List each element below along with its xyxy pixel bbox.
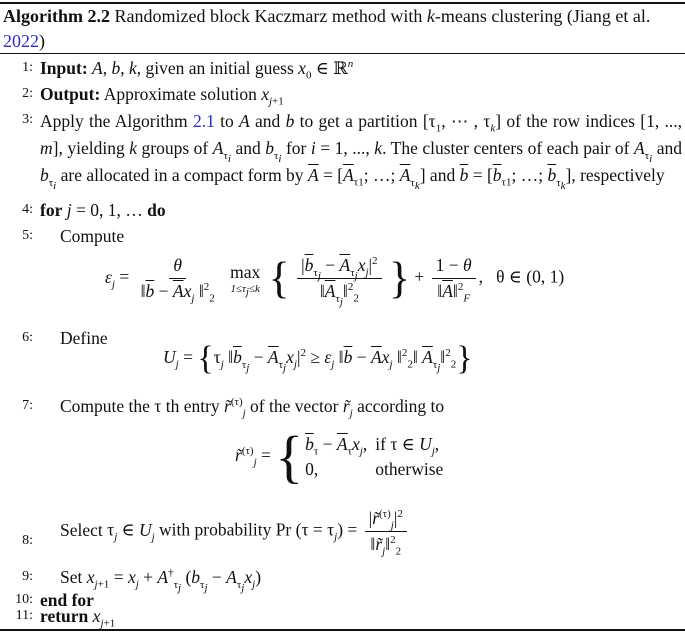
equation-r-cases: r̃$^{(\tau)}_j$ = { $\overline{b}_\tau - \overline{A}_\tau x_j$, if τ ∈ $U_j$, 0, otherwise [235, 428, 449, 486]
set-text: Set [60, 567, 83, 587]
return-keyword: return [40, 606, 89, 626]
select-text: Select [60, 519, 103, 540]
probability-text: with probability Pr [159, 519, 292, 540]
line-return: return $x_{j+1}$ [40, 606, 116, 630]
apply-text: Apply the Algorithm [40, 111, 188, 131]
caption-title-pre: Randomized block Kaczmarz method with [114, 6, 427, 26]
do-keyword: do [147, 200, 166, 220]
line-number: 7: [22, 398, 33, 413]
entry-text: th entry [165, 396, 220, 416]
line-number: 9: [22, 569, 33, 584]
line-number: 10: [15, 592, 33, 607]
line-compute-entry: Compute the τ th entry r̃$^{(\tau)}_j$ of the vector $r̃_j$ according to [60, 396, 445, 420]
bottom-rule [0, 629, 685, 631]
output-keyword: Output: [40, 84, 101, 104]
line-number: 8: [22, 533, 33, 548]
caption-close-paren: ) [39, 31, 45, 51]
according-text: according to [357, 396, 445, 416]
line-apply: Apply the Algorithm 2.1 to A and b to get a partition [$\tau_1$, ⋯ , $\tau_k$] of the row indices [1, ..., m], yielding k groups of $A_{\tau_i}$ and $b_{\tau_i}$ for i = 1, ..., k. The cluster centers of each pair of $A_{\tau_i}$ and $b_{\tau_i}$ are allocated in a compact form by $\overline{A} = [\overline{A}_{\tau 1}$; …; $\overline{A}_{\tau_k}$] and $\overline{b} = [\overline{b}_{\tau 1}$; …; $\overline{b}_{\tau_k}$], respectively [40, 111, 682, 192]
line-for: for j = 0, 1, … do [40, 200, 166, 220]
end-for-keyword: end for [40, 590, 94, 610]
input-text: , given an initial guess [136, 58, 294, 78]
input-keyword: Input: [40, 58, 88, 78]
output-text: Approximate solution [103, 84, 257, 104]
line-number: 6: [22, 330, 33, 345]
equation-epsilon: $\varepsilon_j$ = $\frac{\theta}{‖\overline{b} - \overline{A}x_j ‖^2_2}$ max $1\le\tau_j\le k$ { $\frac{|\overline{b}_{\tau_j} - \overline{A}_{\tau_j}x_j|^2}{‖\overline{A}_{\tau_j}‖^2_2}$ } + $\frac{1 - \theta}{‖\overline{A}‖^2_F}$ , θ ∈ (0, 1) [105, 253, 565, 308]
line-number: 5: [22, 228, 33, 243]
if-text: if [375, 434, 386, 454]
line-number: 4: [22, 202, 33, 217]
max-operator: max [230, 262, 261, 282]
caption-k: k [426, 6, 435, 26]
equation-U: $U_j = \{\tau_j$ $‖\overline{b}_{\tau_j} - \overline{A}_{\tau_j}x_j|^2 \ge \varepsilon_j$ $‖\overline{b} - \overline{A}x_j$ ‖$^2_2$‖ $\overline{A}_{\tau_j}‖^2_2$} [163, 340, 473, 377]
algorithm-caption [3, 4, 683, 54]
line-number: 3: [22, 112, 33, 127]
vector-text: of the vector [250, 396, 339, 416]
line-number: 2: [22, 86, 33, 101]
caption-rule [0, 53, 685, 54]
algorithm-2-1-link[interactable]: 2.1 [192, 111, 215, 131]
line-define: Define [60, 328, 108, 348]
line-number: 11: [15, 608, 33, 623]
citation-link[interactable]: 2022 [3, 31, 39, 51]
line-number: 1: [22, 60, 33, 75]
line-select: Select $\tau_j$ ∈ $U_j$ with probability Pr $(\tau = \tau_j)$ = $\frac{|r̃^{(\tau)}_j|^2}{‖r̃_j‖^2_2}$ [40, 508, 410, 555]
line-input: Input: A, b, k, given an initial guess $x_0$ ∈ ℝ$^n$ [40, 58, 354, 82]
line-set: Set $x_{j+1} = x_j + A^\dagger_{\tau_j}$ $(b_{\tau_j} - A_{\tau_j}x_j)$ [60, 567, 262, 594]
line-compute: Compute [60, 226, 125, 246]
line-output: Output: Approximate solution $x_{j+1}$ [40, 84, 284, 108]
otherwise-text: otherwise [375, 459, 444, 479]
caption-label: Algorithm 2.2 [3, 6, 110, 26]
theta-range: θ ∈ (0, 1) [496, 266, 565, 287]
for-keyword: for [40, 200, 63, 220]
compute-text: Compute the [60, 396, 150, 416]
caption-title-post: -means clustering (Jiang et al. [434, 6, 651, 26]
